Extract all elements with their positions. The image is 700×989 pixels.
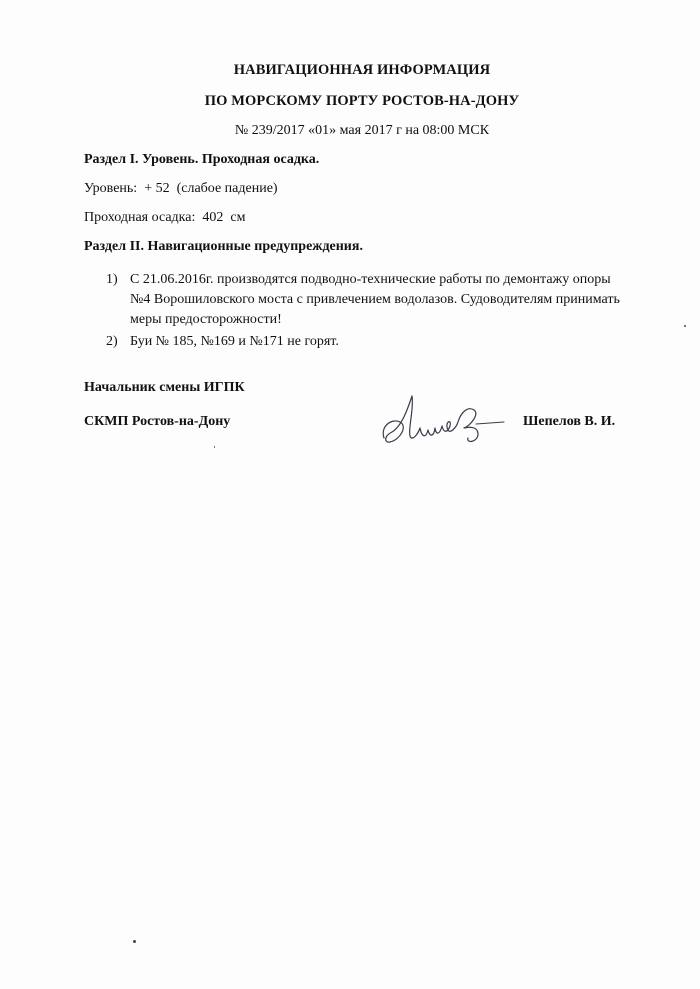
list-item-text-line: меры предосторожности! bbox=[130, 312, 282, 327]
signer-position-line-2: СКМП Ростов-на-Дону bbox=[84, 414, 231, 429]
list-item-number: 2) bbox=[106, 334, 118, 349]
scan-speck bbox=[684, 325, 686, 327]
list-item-text-line: №4 Ворошиловского моста с привлечением водолазов. Судоводителям принимать bbox=[130, 292, 620, 307]
list-item bbox=[106, 270, 626, 330]
warnings-list bbox=[106, 270, 626, 354]
water-level-line: Уровень: + 52 (слабое падение) bbox=[84, 181, 278, 196]
list-item-text-line: Буи № 185, №169 и №171 не горят. bbox=[130, 334, 339, 349]
handwritten-signature bbox=[378, 382, 508, 452]
section-2-heading: Раздел II. Навигационные предупреждения. bbox=[84, 239, 363, 254]
scan-speck bbox=[133, 940, 136, 943]
passage-draft-line: Проходная осадка: 402 см bbox=[84, 210, 246, 225]
document-title-line-2: ПО МОРСКОМУ ПОРТУ РОСТОВ-НА-ДОНУ bbox=[204, 93, 520, 109]
list-item-number: 1) bbox=[106, 272, 118, 287]
list-item-text-line: С 21.06.2016г. производятся подводно-технические работы по демонтажу опоры bbox=[130, 272, 611, 287]
section-1-heading: Раздел I. Уровень. Проходная осадка. bbox=[84, 152, 320, 167]
document-number-date: № 239/2017 «01» мая 2017 г на 08:00 МСК bbox=[234, 123, 490, 138]
list-item bbox=[106, 332, 626, 352]
document-title-line-1: НАВИГАЦИОННАЯ ИНФОРМАЦИЯ bbox=[233, 62, 491, 78]
signer-name: Шепелов В. И. bbox=[523, 414, 616, 429]
signer-position-line-1: Начальник смены ИГПК bbox=[84, 380, 245, 395]
scan-speck bbox=[214, 446, 215, 448]
